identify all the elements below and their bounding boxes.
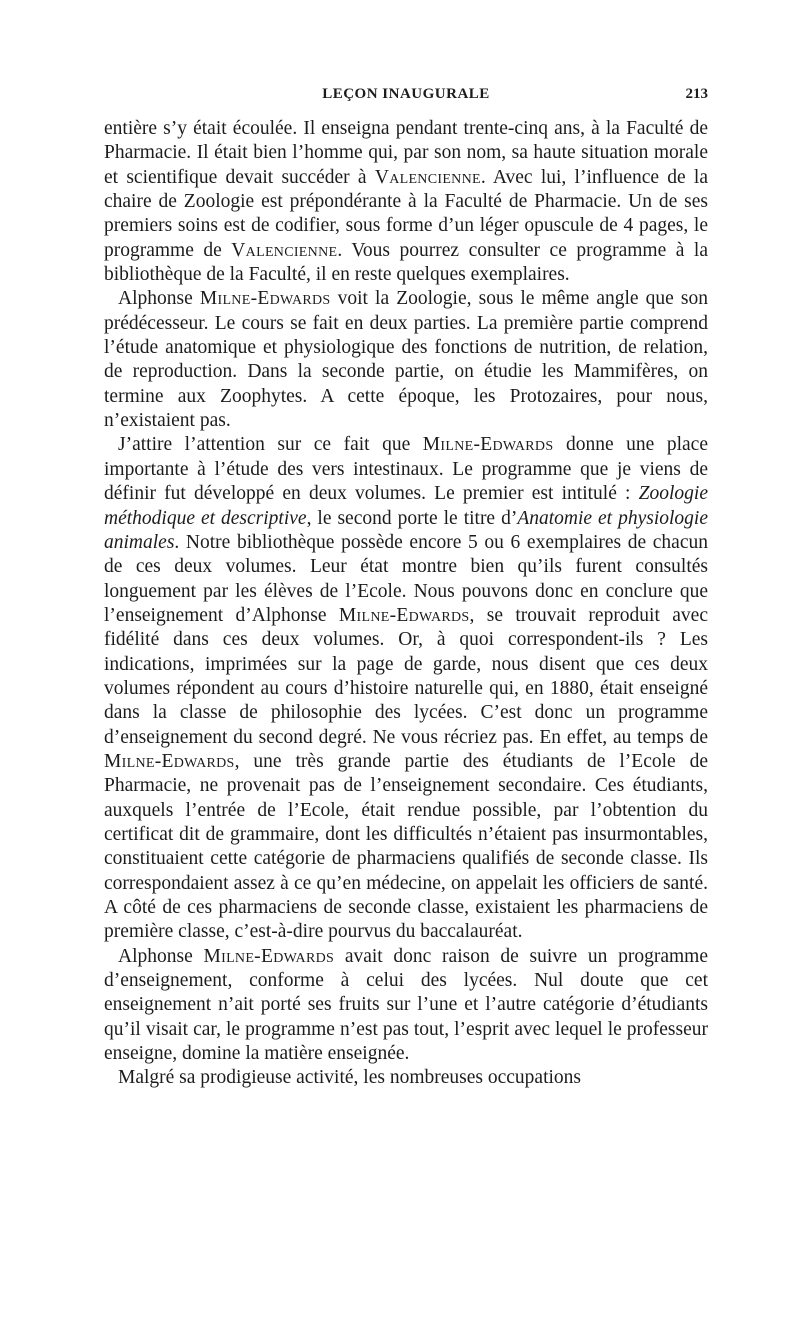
paragraph: [104, 287, 708, 433]
text-run: entière s’y était écoulée. Il enseigna pendant trente-cinq ans, à la Faculté de Pharmacie. Il était bien l’homme qui, par son nom, sa haute situation morale et scientifique devait succéder à: [104, 118, 708, 188]
text-run: donne une place importante à l’étude des vers intestinaux. Le programme que je viens de définir fut développé en deux volumes. Le premier est intitulé :: [104, 434, 708, 505]
book-title: Zoologie méthodique et descriptive: [104, 483, 708, 529]
text-run: J’attire l’attention sur ce fait que: [118, 434, 423, 456]
page-header: [104, 86, 708, 108]
author-name: Milne-Edwards: [338, 604, 470, 626]
text-run: , se trouvait reproduit avec fidélité dans ces deux volumes. Or, à quoi correspondent-ils ? Les indications, imprimées sur la page de garde, nous disent que ces deux volumes répondent au cours d’histoire naturelle qui, en 1880, était enseigné dans la classe de philosophie des lycées. C’est donc un programme d’enseignement du second degré. Ne vous récriez pas. En effet, au temps de: [104, 604, 708, 748]
paragraph: [104, 117, 708, 287]
author-name: Valencienne: [374, 166, 481, 188]
text-run: . Vous pourrez consulter ce programme à la bibliothèque de la Faculté, il en reste quelques exemplaires.: [104, 239, 708, 286]
text-run: voit la Zoologie, sous le même angle que son prédécesseur. Le cours se fait en deux parties. La première partie comprend l’étude anatomique et physiologique des fonctions de nutrition, de relation, de reproduction. Dans la seconde partie, on étudie les Mammifères, on termine aux Zoophytes. A cette époque, les Protozaires, pour nous, n’existaient pas.: [104, 288, 708, 432]
text-run: Alphonse: [118, 288, 200, 310]
paragraph: [104, 945, 708, 1067]
paragraph: [104, 433, 708, 944]
author-name: Valencienne: [231, 239, 338, 261]
body-text: [104, 117, 708, 1091]
author-name: Milne-Edwards: [203, 945, 335, 967]
author-name: Milne-Edwards: [422, 434, 554, 456]
text-run: avait donc raison de suivre un programme d’enseignement, conforme à celui des lycées. Nul doute que cet enseignement n’ait porté ses fruits sur l’une et l’autre catégorie d’étudiants qu’il visait car, le programme n’est pas tout, l’esprit avec lequel le professeur enseigne, domine la matière enseignée.: [104, 945, 708, 1065]
text-run: Malgré sa prodigieuse activité, les nombreuses occupations: [118, 1067, 581, 1089]
text-run: Alphonse: [118, 945, 204, 967]
paragraph: [104, 1066, 708, 1090]
text-run: , le second porte le titre d’: [306, 507, 518, 529]
text-run: , une très grande partie des étudiants de l’Ecole de Pharmacie, ne provenait pas de l’enseignement secondaire. Ces étudiants, auxquels l’entrée de l’Ecole, était rendue possible, par l’obtention du certificat dit de grammaire, dont les difficultés n’étaient pas insurmontables, constituaient cette catégorie de pharmaciens qualifiés de seconde classe. Ils correspondaient assez à ce qu’en médecine, on appelait les officiers de santé. A côté de ces pharmaciens de seconde classe, existaient les pharmaciens de première classe, c’est-à-dire pourvus du baccalauréat.: [104, 750, 708, 943]
page-number: 213: [685, 86, 708, 102]
author-name: Milne-Edwards: [104, 750, 235, 772]
text-run: . Avec lui, l’influence de la chaire de Zoologie est prépondérante à la Faculté de Pharmacie. Un de ses premiers soins est de codifier, sous forme d’un léger opuscule de 4 pages, le programme de: [104, 166, 708, 261]
running-title: LEÇON INAUGURALE: [322, 86, 490, 102]
text-run: . Notre bibliothèque possède encore 5 ou 6 exemplaires de chacun de ces deux volumes. Leur état montre bien qu’ils furent consultés longuement par les élèves de l’Ecole. Nous pouvons donc en conclure que l’enseignement d’Alphonse: [104, 531, 708, 626]
author-name: Milne-Edwards: [199, 288, 331, 310]
book-title: Anatomie et physiologie animales: [104, 507, 708, 553]
